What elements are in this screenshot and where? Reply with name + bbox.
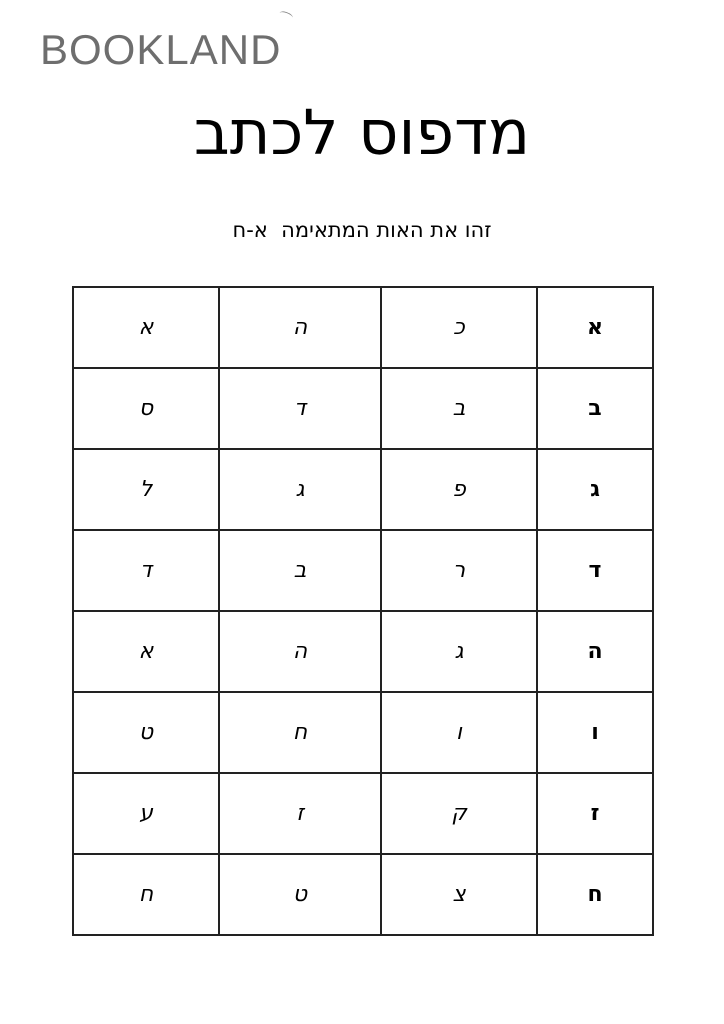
print-letter: ו bbox=[537, 692, 653, 773]
cursive-letter-option[interactable]: ס bbox=[73, 368, 219, 449]
cursive-letter-option[interactable]: ב bbox=[219, 530, 381, 611]
cursive-letter-option[interactable]: ה bbox=[219, 287, 381, 368]
letter-matching-table bbox=[72, 286, 654, 936]
table-row bbox=[73, 692, 653, 773]
print-letter: א bbox=[537, 287, 653, 368]
cursive-letter-option[interactable]: ז bbox=[219, 773, 381, 854]
cursive-letter-option[interactable]: ל bbox=[73, 449, 219, 530]
table-row bbox=[73, 287, 653, 368]
cursive-letter-option[interactable]: ח bbox=[73, 854, 219, 935]
cursive-letter-option[interactable]: פ bbox=[381, 449, 537, 530]
print-letter: ז bbox=[537, 773, 653, 854]
page-title: מדפוס לכתב bbox=[193, 96, 531, 169]
cursive-letter-option[interactable]: ק bbox=[381, 773, 537, 854]
cursive-letter-option[interactable]: א bbox=[73, 287, 219, 368]
instructions: זהו את האות המתאימה א-ח bbox=[232, 218, 492, 242]
cursive-letter-option[interactable]: צ bbox=[381, 854, 537, 935]
cursive-letter-option[interactable]: כ bbox=[381, 287, 537, 368]
cursive-letter-option[interactable]: ט bbox=[73, 692, 219, 773]
cursive-letter-option[interactable]: ו bbox=[381, 692, 537, 773]
cursive-letter-option[interactable]: ב bbox=[381, 368, 537, 449]
cursive-letter-option[interactable]: ר bbox=[381, 530, 537, 611]
print-letter: ב bbox=[537, 368, 653, 449]
table-row bbox=[73, 611, 653, 692]
print-letter: ח bbox=[537, 854, 653, 935]
cursive-letter-option[interactable]: ח bbox=[219, 692, 381, 773]
cursive-letter-option[interactable]: ג bbox=[381, 611, 537, 692]
cursive-letter-option[interactable]: ד bbox=[219, 368, 381, 449]
bookland-logo: BOOKLAND bbox=[40, 26, 282, 73]
print-letter: ה bbox=[537, 611, 653, 692]
cursive-letter-option[interactable]: ט bbox=[219, 854, 381, 935]
cursive-letter-option[interactable]: א bbox=[73, 611, 219, 692]
table-row bbox=[73, 449, 653, 530]
cursive-letter-option[interactable]: ע bbox=[73, 773, 219, 854]
cursive-letter-option[interactable]: ד bbox=[73, 530, 219, 611]
print-letter: ד bbox=[537, 530, 653, 611]
cursive-letter-option[interactable]: ג bbox=[219, 449, 381, 530]
table-row bbox=[73, 530, 653, 611]
cursive-letter-option[interactable]: ה bbox=[219, 611, 381, 692]
logo-accent-mark bbox=[278, 10, 294, 21]
table-row bbox=[73, 368, 653, 449]
table-row bbox=[73, 773, 653, 854]
print-letter: ג bbox=[537, 449, 653, 530]
table-row bbox=[73, 854, 653, 935]
